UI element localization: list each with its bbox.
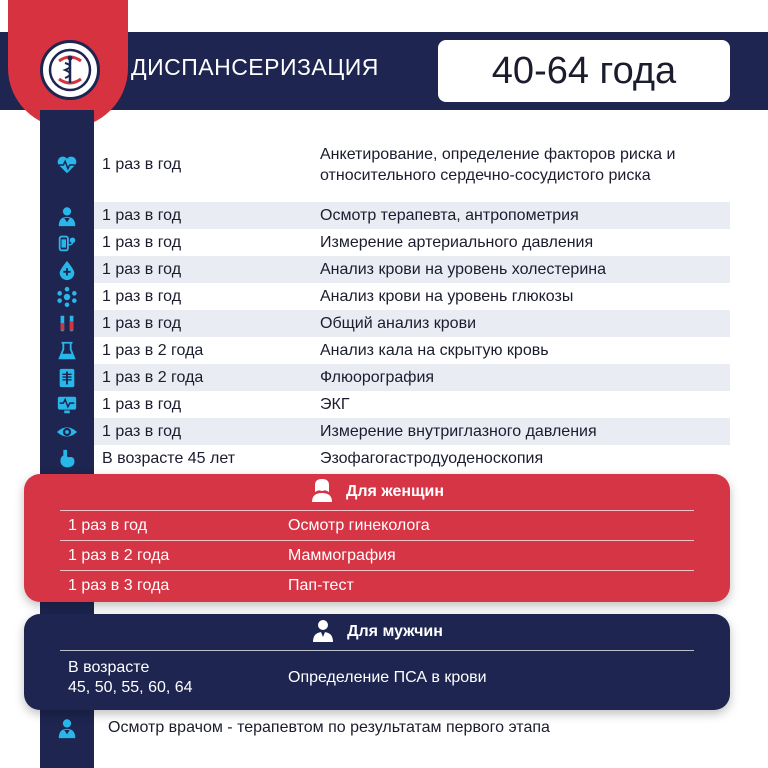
heartbeat-icon (40, 128, 94, 202)
frequency (60, 658, 288, 698)
exam-description: Осмотр гинеколога (288, 516, 430, 534)
list-item (40, 310, 730, 337)
frequency: 1 раз в год (102, 287, 182, 305)
exam-description: Анализ крови на уровень холестерина (320, 256, 730, 283)
women-list-item (60, 540, 694, 570)
frequency: 1 раз в год (68, 516, 148, 534)
list-item (40, 364, 730, 391)
medical-emblem-icon (40, 40, 100, 100)
test-tubes-icon (40, 310, 94, 337)
footer-note (40, 714, 730, 742)
doctor-icon (40, 202, 94, 229)
list-item (40, 128, 730, 202)
frequency-line: В возрасте (68, 659, 150, 676)
list-item (40, 229, 730, 256)
men-panel-heading (24, 614, 730, 650)
frequency: 1 раз в год (102, 233, 182, 251)
men-panel (24, 614, 730, 710)
exam-description: Анализ кала на скрытую кровь (320, 342, 549, 359)
ecg-monitor-icon (40, 391, 94, 418)
list-item (40, 337, 730, 364)
frequency: В возрасте 45 лет (102, 449, 236, 467)
doctor-icon (40, 717, 94, 739)
women-list-item (60, 570, 694, 600)
exam-description: Общий анализ крови (320, 310, 730, 337)
exam-description: ЭКГ (320, 396, 350, 413)
frequency: 1 раз в год (94, 418, 320, 445)
footer-text: Осмотр врачом - терапевтом по результатам первого этапа (108, 719, 550, 736)
stomach-icon (40, 445, 94, 472)
women-panel-heading (24, 474, 730, 510)
frequency-line: 45, 50, 55, 60, 64 (68, 679, 193, 696)
frequency: 1 раз в год (94, 310, 320, 337)
women-list-item (60, 510, 694, 540)
list-item (40, 202, 730, 229)
list-item (40, 445, 730, 472)
exam-description: Анкетирование, определение факторов риска и относительного сердечно-сосудистого риска (320, 146, 676, 184)
exam-description: Определение ПСА в крови (288, 669, 487, 686)
age-range-badge: 40-64 года (438, 40, 730, 102)
women-panel (24, 474, 730, 602)
exam-description: Флюорография (320, 364, 730, 391)
blood-pressure-icon (40, 229, 94, 256)
men-panel-title: Для мужчин (347, 623, 443, 640)
frequency: 1 раз в 2 года (94, 364, 320, 391)
women-panel-title: Для женщин (345, 483, 445, 500)
examination-list (40, 128, 730, 472)
frequency: 1 раз в 2 года (68, 546, 170, 564)
lab-beaker-icon (40, 337, 94, 364)
exam-description: Маммография (288, 546, 396, 564)
page-title: ДИСПАНСЕРИЗАЦИЯ (131, 54, 379, 80)
frequency: 1 раз в год (102, 395, 182, 413)
molecule-icon (40, 283, 94, 310)
man-icon (311, 618, 347, 647)
frequency: 1 раз в 2 года (102, 341, 204, 359)
eye-icon (40, 418, 94, 445)
exam-description: Осмотр терапевта, антропометрия (320, 202, 730, 229)
blood-drop-icon (40, 256, 94, 283)
men-list-item (60, 650, 694, 705)
exam-description: Измерение артериального давления (320, 234, 594, 251)
frequency: 1 раз в год (94, 202, 320, 229)
exam-description: Эзофагогастродуоденоскопия (320, 450, 544, 467)
frequency: 1 раз в 3 года (68, 576, 170, 594)
list-item (40, 283, 730, 310)
x-ray-icon (40, 364, 94, 391)
exam-description: Пап-тест (288, 576, 354, 594)
list-item (40, 391, 730, 418)
frequency: 1 раз в год (102, 156, 182, 173)
frequency: 1 раз в год (94, 256, 320, 283)
list-item (40, 418, 730, 445)
list-item (40, 256, 730, 283)
woman-icon (310, 478, 346, 507)
exam-description: Измерение внутриглазного давления (320, 418, 730, 445)
exam-description: Анализ крови на уровень глюкозы (320, 288, 574, 305)
